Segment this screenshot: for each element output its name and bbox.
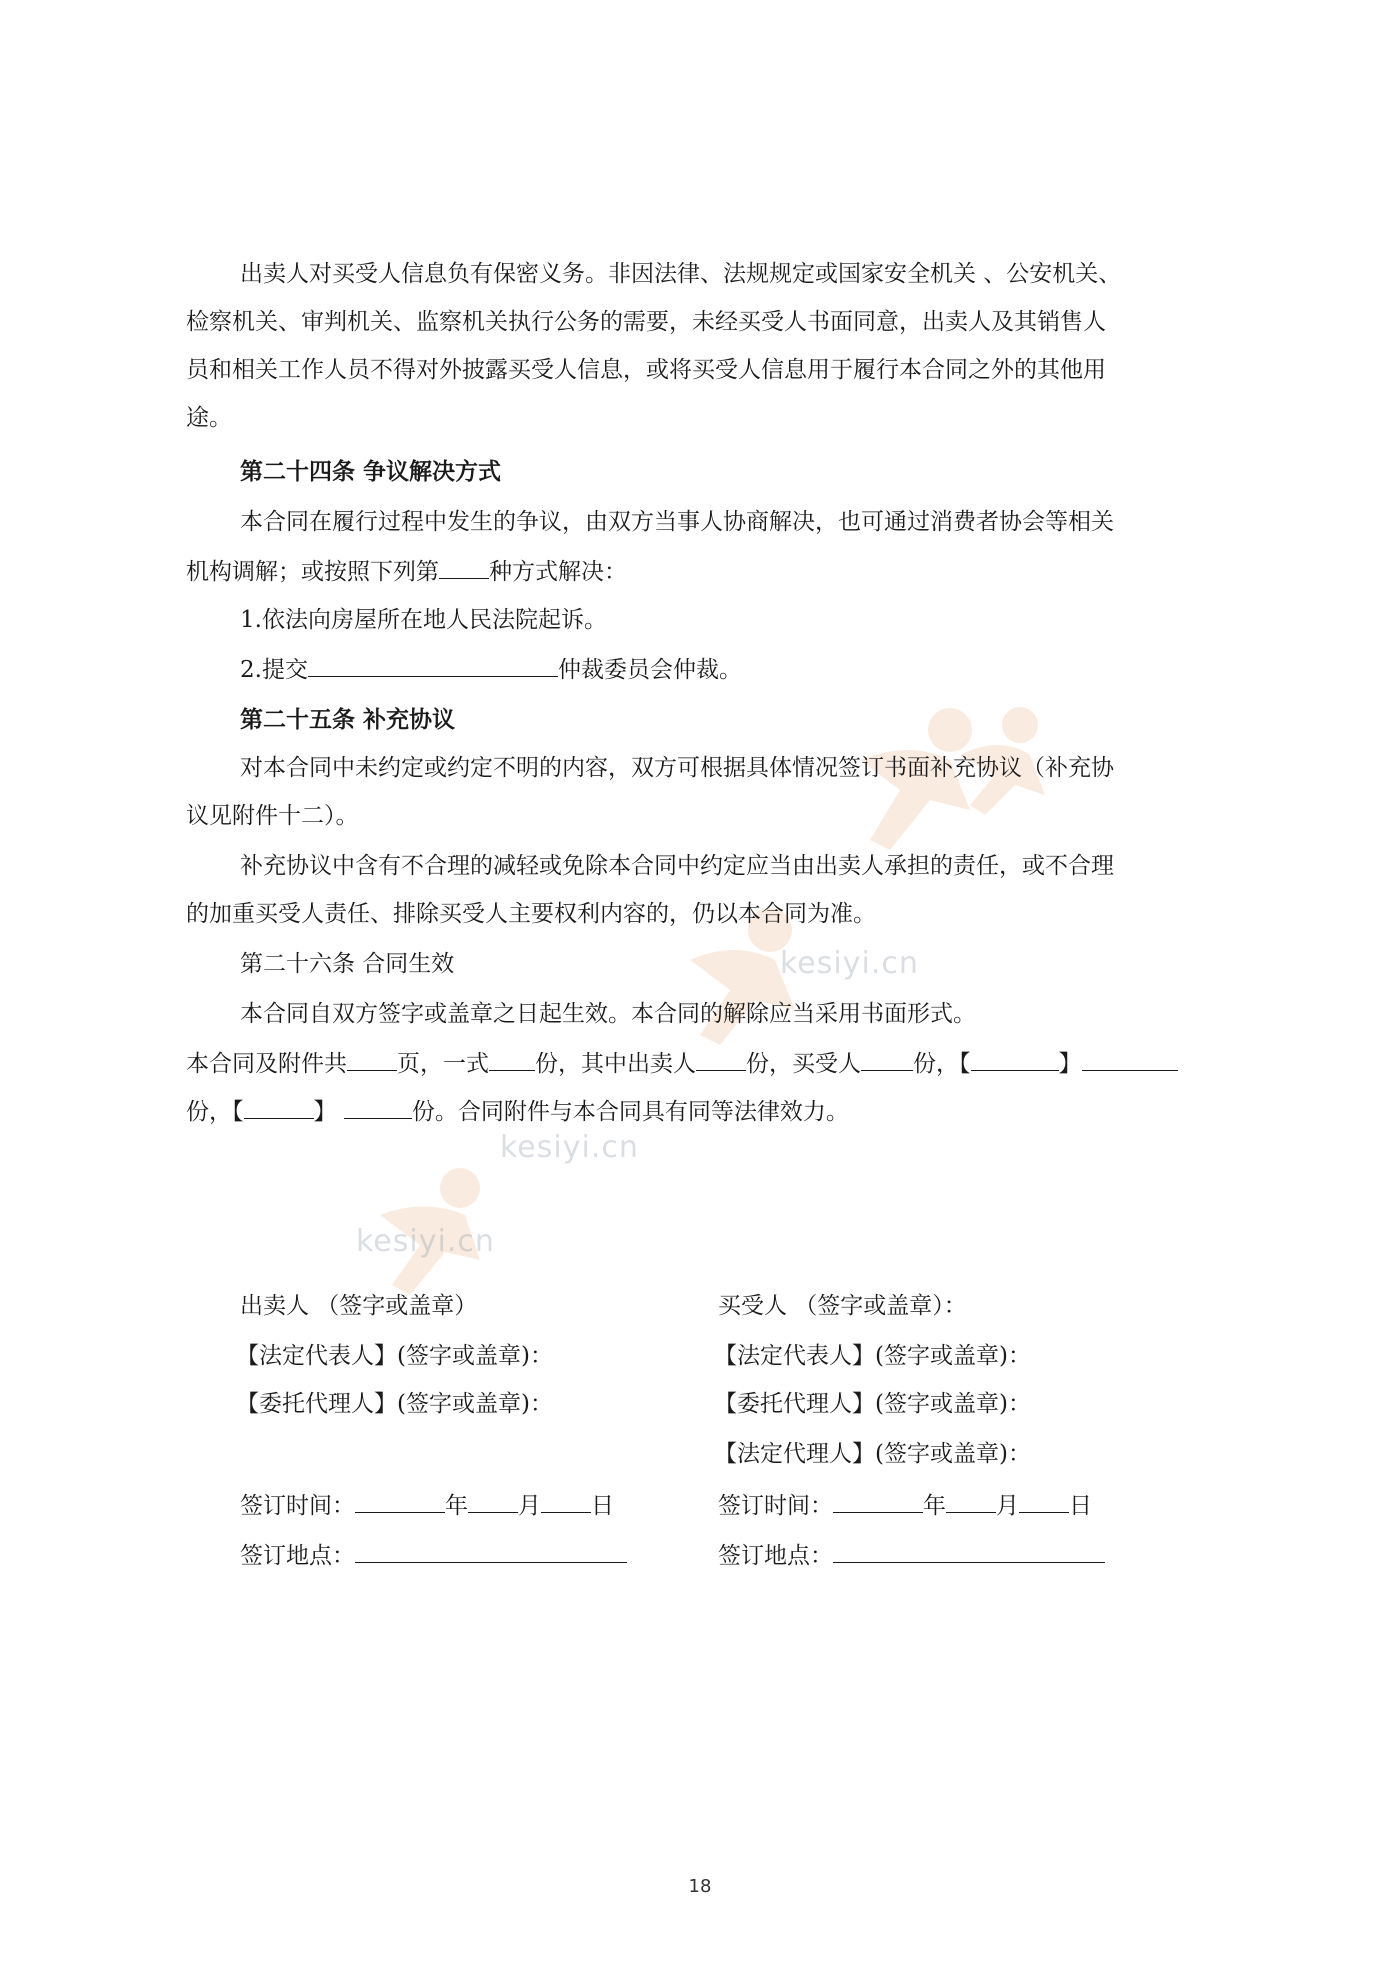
day-label: 日: [591, 1493, 614, 1519]
text-segment: 仲裁委员会仲裁。: [557, 657, 742, 683]
buyer-legal-rep: 【法定代表人】(签字或盖章)：: [714, 1343, 1031, 1369]
blank-field[interactable]: [439, 554, 489, 579]
year-label: 年: [445, 1493, 468, 1519]
text-segment: 本合同及附件共: [186, 1051, 347, 1077]
seller-legal-rep: 【法定代表人】(签字或盖章)：: [236, 1343, 553, 1369]
blank-field[interactable]: [971, 1046, 1059, 1071]
place-blank[interactable]: [833, 1538, 1105, 1563]
watermark-text: kesiyi.cn: [780, 946, 919, 981]
text-segment: 份，买受人: [746, 1051, 861, 1077]
paragraph-line: 检察机关、审判机关、监察机关执行公务的需要，未经买受人书面同意，出卖人及其销售人: [186, 309, 1106, 335]
text-segment: 份，其中出卖人: [535, 1051, 696, 1077]
buyer-title: 买受人 （签字或盖章）：: [718, 1293, 967, 1319]
paragraph-line: 员和相关工作人员不得对外披露买受人信息，或将买受人信息用于履行本合同之外的其他用: [186, 357, 1106, 383]
blank-field[interactable]: [861, 1046, 913, 1071]
text-segment: 份，【: [186, 1099, 244, 1125]
watermark-text: kesiyi.cn: [356, 1224, 495, 1259]
page-number: 18: [688, 1876, 712, 1897]
paragraph-line: 本合同自双方签字或盖章之日起生效。本合同的解除应当采用书面形式。: [240, 1001, 976, 1027]
blank-field[interactable]: [244, 1094, 314, 1119]
year-label: 年: [923, 1493, 946, 1519]
day-label: 日: [1069, 1493, 1092, 1519]
seller-agent: 【委托代理人】(签字或盖章)：: [236, 1391, 553, 1417]
paragraph-line: 补充协议中含有不合理的减轻或免除本合同中约定应当由出卖人承担的责任，或不合理: [240, 853, 1114, 879]
blank-field[interactable]: [1082, 1046, 1178, 1071]
text-segment: 机构调解；或按照下列第: [186, 559, 439, 585]
text-segment: 份。合同附件与本合同具有同等法律效力。: [411, 1099, 849, 1125]
place-label: 签订地点：: [240, 1543, 355, 1569]
paragraph-line: 的加重买受人责任、排除买受人主要权利内容的，仍以本合同为准。: [186, 901, 876, 927]
watermark-text: kesiyi.cn: [500, 1130, 639, 1165]
buyer-statutory-agent: 【法定代理人】(签字或盖章)：: [714, 1441, 1031, 1467]
date-label: 签订时间：: [240, 1493, 355, 1519]
day-blank[interactable]: [1019, 1488, 1069, 1513]
buyer-place: [718, 1538, 1105, 1572]
month-label: 月: [518, 1493, 541, 1519]
text-segment: 份，【: [913, 1051, 971, 1077]
text-segment: 2.提交: [240, 657, 308, 683]
paragraph-line: [186, 1094, 849, 1128]
option-2: [240, 652, 742, 686]
text-segment: 页，一式: [397, 1051, 489, 1077]
paragraph-line: [186, 554, 627, 588]
article-25-heading: 第二十五条 补充协议: [240, 706, 456, 733]
year-blank[interactable]: [833, 1488, 923, 1513]
blank-field[interactable]: [344, 1094, 412, 1119]
paragraph-line: 途。: [186, 405, 232, 431]
paragraph-line: 出卖人对买受人信息负有保密义务。非因法律、法规规定或国家安全机关 、公安机关、: [240, 261, 1122, 287]
option-1: 1.依法向房屋所在地人民法院起诉。: [240, 607, 607, 633]
buyer-agent: 【委托代理人】(签字或盖章)：: [714, 1391, 1031, 1417]
blank-field[interactable]: [489, 1046, 535, 1071]
seller-title: 出卖人 （签字或盖章）: [240, 1293, 478, 1319]
seller-date: [240, 1488, 614, 1522]
place-label: 签订地点：: [718, 1543, 833, 1569]
article-24-heading: 第二十四条 争议解决方式: [240, 458, 502, 485]
text-segment: 】: [1058, 1051, 1082, 1077]
seller-place: [240, 1538, 627, 1572]
year-blank[interactable]: [355, 1488, 445, 1513]
text-segment: 种方式解决：: [489, 559, 627, 585]
paragraph-line: 本合同在履行过程中发生的争议，由双方当事人协商解决，也可通过消费者协会等相关: [240, 509, 1114, 535]
blank-field[interactable]: [347, 1046, 397, 1071]
paragraph-line: [186, 1046, 1178, 1080]
day-blank[interactable]: [541, 1488, 591, 1513]
text-segment: 】: [313, 1099, 337, 1125]
paragraph-line: 议见附件十二）。: [186, 803, 359, 829]
date-label: 签订时间：: [718, 1493, 833, 1519]
article-26-heading: 第二十六条 合同生效: [240, 951, 455, 977]
blank-field[interactable]: [696, 1046, 746, 1071]
place-blank[interactable]: [355, 1538, 627, 1563]
paragraph-line: 对本合同中未约定或约定不明的内容，双方可根据具体情况签订书面补充协议（补充协: [240, 755, 1114, 781]
month-blank[interactable]: [468, 1488, 518, 1513]
month-blank[interactable]: [946, 1488, 996, 1513]
month-label: 月: [996, 1493, 1019, 1519]
blank-field[interactable]: [308, 652, 558, 677]
buyer-date: [718, 1488, 1092, 1522]
